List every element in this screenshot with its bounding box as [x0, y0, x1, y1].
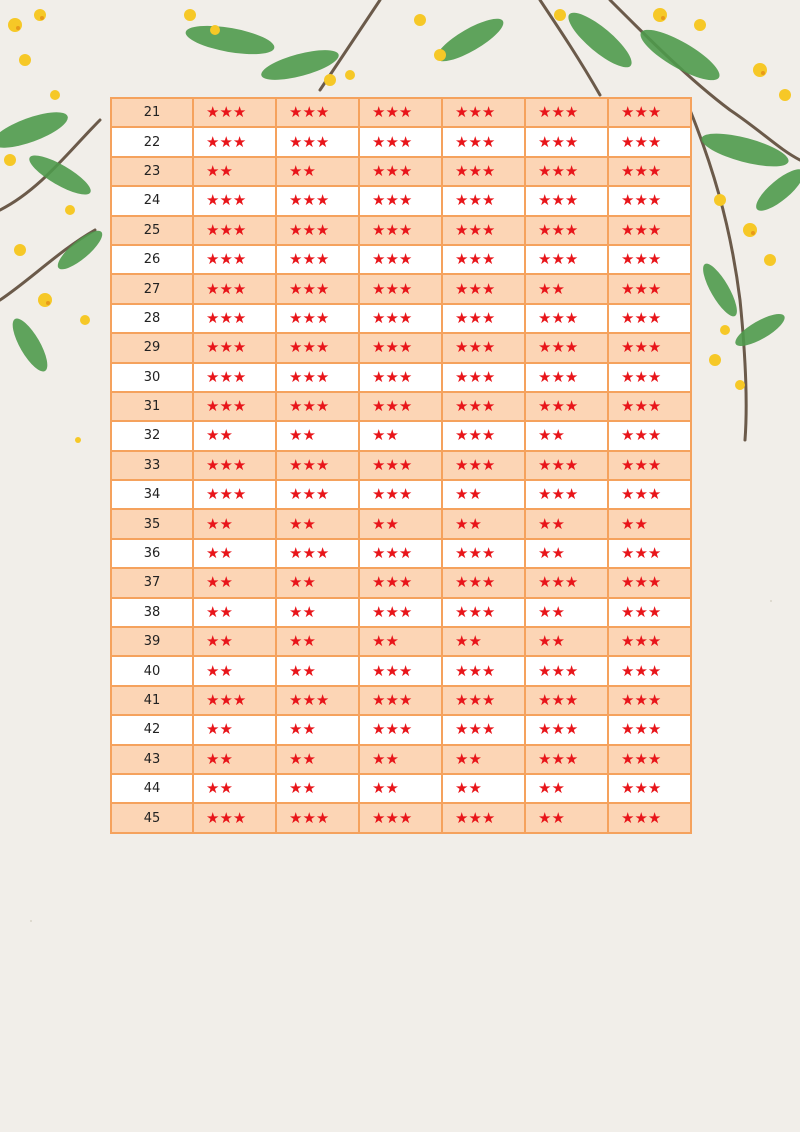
row-number: 24 [111, 186, 193, 215]
table-row [111, 509, 691, 538]
star-rating-cell: ★★★ [276, 186, 359, 215]
table-row [111, 568, 691, 597]
star-rating-cell: ★★ [276, 421, 359, 450]
star-rating-cell: ★★★ [359, 568, 442, 597]
star-rating-cell: ★★★ [525, 392, 608, 421]
star-rating-cell: ★★★ [359, 98, 442, 127]
star-rating-cell: ★★ [525, 509, 608, 538]
table-row [111, 598, 691, 627]
star-rating-cell: ★★★ [276, 98, 359, 127]
star-rating-cell: ★★★ [442, 451, 525, 480]
star-rating-cell: ★★ [442, 627, 525, 656]
star-rating-cell: ★★★ [276, 480, 359, 509]
star-rating-cell: ★★★ [608, 245, 691, 274]
star-rating-cell: ★★★ [442, 598, 525, 627]
table-row [111, 539, 691, 568]
table-row [111, 686, 691, 715]
star-rating-cell: ★★★ [193, 245, 276, 274]
star-rating-cell: ★★★ [359, 656, 442, 685]
star-rating-cell: ★★★ [442, 216, 525, 245]
star-rating-cell: ★★★ [608, 451, 691, 480]
star-rating-cell: ★★ [193, 598, 276, 627]
star-rating-cell: ★★★ [608, 186, 691, 215]
row-number: 21 [111, 98, 193, 127]
star-rating-cell: ★★ [276, 598, 359, 627]
star-rating-cell: ★★ [193, 656, 276, 685]
star-rating-cell: ★★★ [359, 127, 442, 156]
star-rating-cell: ★★ [525, 803, 608, 832]
star-rating-cell: ★★★ [359, 186, 442, 215]
star-rating-cell: ★★ [193, 421, 276, 450]
star-rating-cell: ★★★ [442, 803, 525, 832]
star-rating-cell: ★★★ [276, 363, 359, 392]
row-number: 35 [111, 509, 193, 538]
star-rating-cell: ★★ [276, 745, 359, 774]
star-rating-cell: ★★ [608, 509, 691, 538]
row-number: 23 [111, 157, 193, 186]
star-rating-cell: ★★★ [442, 392, 525, 421]
star-rating-cell: ★★★ [442, 686, 525, 715]
star-rating-cell: ★★★ [442, 715, 525, 744]
star-rating-cell: ★★★ [608, 157, 691, 186]
row-number: 26 [111, 245, 193, 274]
table-row [111, 98, 691, 127]
star-rating-cell: ★★★ [525, 715, 608, 744]
row-number: 43 [111, 745, 193, 774]
star-rating-cell: ★★★ [608, 333, 691, 362]
star-rating-cell: ★★★ [525, 304, 608, 333]
table-row [111, 245, 691, 274]
star-rating-cell: ★★★ [608, 363, 691, 392]
star-rating-cell: ★★ [525, 274, 608, 303]
table-row [111, 363, 691, 392]
star-rating-cell: ★★★ [359, 274, 442, 303]
row-number: 44 [111, 774, 193, 803]
star-rating-cell: ★★★ [608, 98, 691, 127]
star-rating-cell: ★★★ [193, 686, 276, 715]
star-rating-cell: ★★ [359, 774, 442, 803]
row-number: 42 [111, 715, 193, 744]
paper-speck [30, 920, 32, 922]
star-rating-cell: ★★★ [359, 245, 442, 274]
star-rating-cell: ★★★ [608, 656, 691, 685]
star-rating-cell: ★★★ [276, 216, 359, 245]
star-rating-cell: ★★★ [608, 568, 691, 597]
table-row [111, 186, 691, 215]
star-rating-cell: ★★★ [442, 539, 525, 568]
star-rating-cell: ★★★ [193, 392, 276, 421]
star-rating-cell: ★★ [193, 568, 276, 597]
star-rating-cell: ★★★ [193, 480, 276, 509]
star-rating-cell: ★★★ [525, 451, 608, 480]
star-rating-cell: ★★★ [359, 333, 442, 362]
star-rating-cell: ★★★ [608, 304, 691, 333]
row-number: 25 [111, 216, 193, 245]
star-rating-cell: ★★★ [276, 803, 359, 832]
row-number: 37 [111, 568, 193, 597]
star-rating-cell: ★★★ [608, 745, 691, 774]
star-rating-cell: ★★★ [276, 451, 359, 480]
star-rating-cell: ★★ [193, 774, 276, 803]
star-rating-cell: ★★★ [276, 127, 359, 156]
star-rating-cell: ★★ [276, 568, 359, 597]
star-rating-cell: ★★★ [193, 304, 276, 333]
star-rating-cell: ★★★ [442, 363, 525, 392]
star-rating-cell: ★★★ [525, 157, 608, 186]
row-number: 30 [111, 363, 193, 392]
star-rating-cell: ★★★ [359, 216, 442, 245]
table-row [111, 774, 691, 803]
star-rating-cell: ★★ [359, 421, 442, 450]
star-rating-cell: ★★ [525, 539, 608, 568]
row-number: 45 [111, 803, 193, 832]
star-rating-cell: ★★★ [193, 216, 276, 245]
star-rating-cell: ★★★ [276, 274, 359, 303]
table-row [111, 656, 691, 685]
star-rating-cell: ★★ [525, 598, 608, 627]
star-rating-cell: ★★★ [442, 98, 525, 127]
star-rating-cell: ★★★ [276, 539, 359, 568]
row-number: 41 [111, 686, 193, 715]
table-row [111, 392, 691, 421]
star-rating-cell: ★★★ [608, 216, 691, 245]
row-number: 27 [111, 274, 193, 303]
star-rating-cell: ★★★ [608, 392, 691, 421]
star-rating-cell: ★★★ [359, 451, 442, 480]
row-number: 39 [111, 627, 193, 656]
star-rating-cell: ★★★ [193, 274, 276, 303]
star-rating-cell: ★★★ [442, 186, 525, 215]
star-rating-cell: ★★★ [359, 392, 442, 421]
star-rating-cell: ★★★ [359, 539, 442, 568]
star-rating-cell: ★★★ [276, 333, 359, 362]
table-row [111, 627, 691, 656]
table-row [111, 333, 691, 362]
star-rating-cell: ★★★ [193, 333, 276, 362]
star-rating-cell: ★★ [276, 157, 359, 186]
star-rating-cell: ★★★ [608, 598, 691, 627]
star-rating-cell: ★★ [442, 745, 525, 774]
star-rating-cell: ★★★ [525, 686, 608, 715]
star-rating-cell: ★★ [276, 627, 359, 656]
row-number: 38 [111, 598, 193, 627]
star-rating-cell: ★★★ [442, 656, 525, 685]
star-rating-cell: ★★★ [525, 186, 608, 215]
star-rating-cell: ★★ [359, 627, 442, 656]
star-rating-cell: ★★ [442, 774, 525, 803]
star-rating-cell: ★★★ [608, 627, 691, 656]
star-rating-cell: ★★★ [608, 480, 691, 509]
star-rating-cell: ★★★ [525, 216, 608, 245]
star-rating-cell: ★★★ [193, 98, 276, 127]
table-row [111, 451, 691, 480]
row-number: 40 [111, 656, 193, 685]
row-number: 28 [111, 304, 193, 333]
star-rating-cell: ★★★ [359, 803, 442, 832]
star-rating-cell: ★★★ [442, 421, 525, 450]
table-body [111, 98, 691, 833]
star-rating-cell: ★★★ [442, 304, 525, 333]
star-rating-cell: ★★★ [442, 127, 525, 156]
star-rating-cell: ★★★ [442, 157, 525, 186]
star-rating-cell: ★★★ [359, 157, 442, 186]
star-rating-cell: ★★★ [608, 774, 691, 803]
star-rating-cell: ★★ [442, 480, 525, 509]
star-rating-cell: ★★ [193, 509, 276, 538]
star-rating-cell: ★★ [359, 745, 442, 774]
star-rating-table [110, 97, 692, 834]
star-rating-cell: ★★★ [359, 304, 442, 333]
star-rating-cell: ★★★ [608, 686, 691, 715]
star-rating-cell: ★★★ [276, 686, 359, 715]
row-number: 31 [111, 392, 193, 421]
star-rating-cell: ★★★ [359, 480, 442, 509]
star-rating-cell: ★★★ [608, 421, 691, 450]
table-row [111, 715, 691, 744]
star-rating-cell: ★★★ [359, 715, 442, 744]
table-row [111, 480, 691, 509]
table-row [111, 304, 691, 333]
star-rating-cell: ★★★ [608, 715, 691, 744]
star-rating-cell: ★★ [276, 774, 359, 803]
star-rating-cell: ★★★ [276, 392, 359, 421]
star-rating-cell: ★★★ [193, 451, 276, 480]
star-rating-cell: ★★★ [442, 274, 525, 303]
star-rating-cell: ★★ [193, 745, 276, 774]
star-rating-cell: ★★★ [525, 656, 608, 685]
star-rating-cell: ★★ [525, 627, 608, 656]
star-rating-cell: ★★ [525, 774, 608, 803]
star-rating-cell: ★★★ [359, 363, 442, 392]
star-rating-cell: ★★★ [608, 803, 691, 832]
star-rating-cell: ★★★ [442, 245, 525, 274]
star-rating-cell: ★★ [193, 627, 276, 656]
star-rating-cell: ★★★ [442, 333, 525, 362]
star-rating-cell: ★★★ [525, 245, 608, 274]
row-number: 32 [111, 421, 193, 450]
star-rating-cell: ★★ [193, 157, 276, 186]
row-number: 36 [111, 539, 193, 568]
row-number: 29 [111, 333, 193, 362]
star-rating-cell: ★★★ [193, 803, 276, 832]
table-row [111, 421, 691, 450]
table-row [111, 127, 691, 156]
star-rating-cell: ★★★ [359, 598, 442, 627]
star-rating-cell: ★★★ [525, 127, 608, 156]
star-rating-cell: ★★ [193, 539, 276, 568]
star-rating-cell: ★★★ [193, 186, 276, 215]
star-rating-cell: ★★ [442, 509, 525, 538]
star-rating-cell: ★★ [276, 509, 359, 538]
star-rating-cell: ★★★ [193, 363, 276, 392]
table-row [111, 745, 691, 774]
table-row [111, 803, 691, 832]
table-row [111, 216, 691, 245]
star-rating-cell: ★★★ [608, 274, 691, 303]
star-rating-cell: ★★ [359, 509, 442, 538]
star-rating-cell: ★★★ [276, 304, 359, 333]
star-rating-cell: ★★★ [608, 127, 691, 156]
star-rating-cell: ★★★ [525, 745, 608, 774]
star-rating-cell: ★★★ [193, 127, 276, 156]
star-rating-cell: ★★ [525, 421, 608, 450]
star-rating-cell: ★★★ [525, 480, 608, 509]
row-number: 34 [111, 480, 193, 509]
star-rating-cell: ★★★ [525, 363, 608, 392]
star-rating-cell: ★★★ [359, 686, 442, 715]
star-rating-cell: ★★ [276, 656, 359, 685]
paper-speck [770, 600, 772, 602]
star-rating-cell: ★★★ [608, 539, 691, 568]
star-rating-cell: ★★★ [442, 568, 525, 597]
star-rating-cell: ★★ [193, 715, 276, 744]
table-row [111, 274, 691, 303]
row-number: 22 [111, 127, 193, 156]
star-rating-cell: ★★ [276, 715, 359, 744]
star-rating-cell: ★★★ [525, 98, 608, 127]
table-row [111, 157, 691, 186]
row-number: 33 [111, 451, 193, 480]
star-rating-cell: ★★★ [276, 245, 359, 274]
star-rating-cell: ★★★ [525, 333, 608, 362]
star-rating-cell: ★★★ [525, 568, 608, 597]
